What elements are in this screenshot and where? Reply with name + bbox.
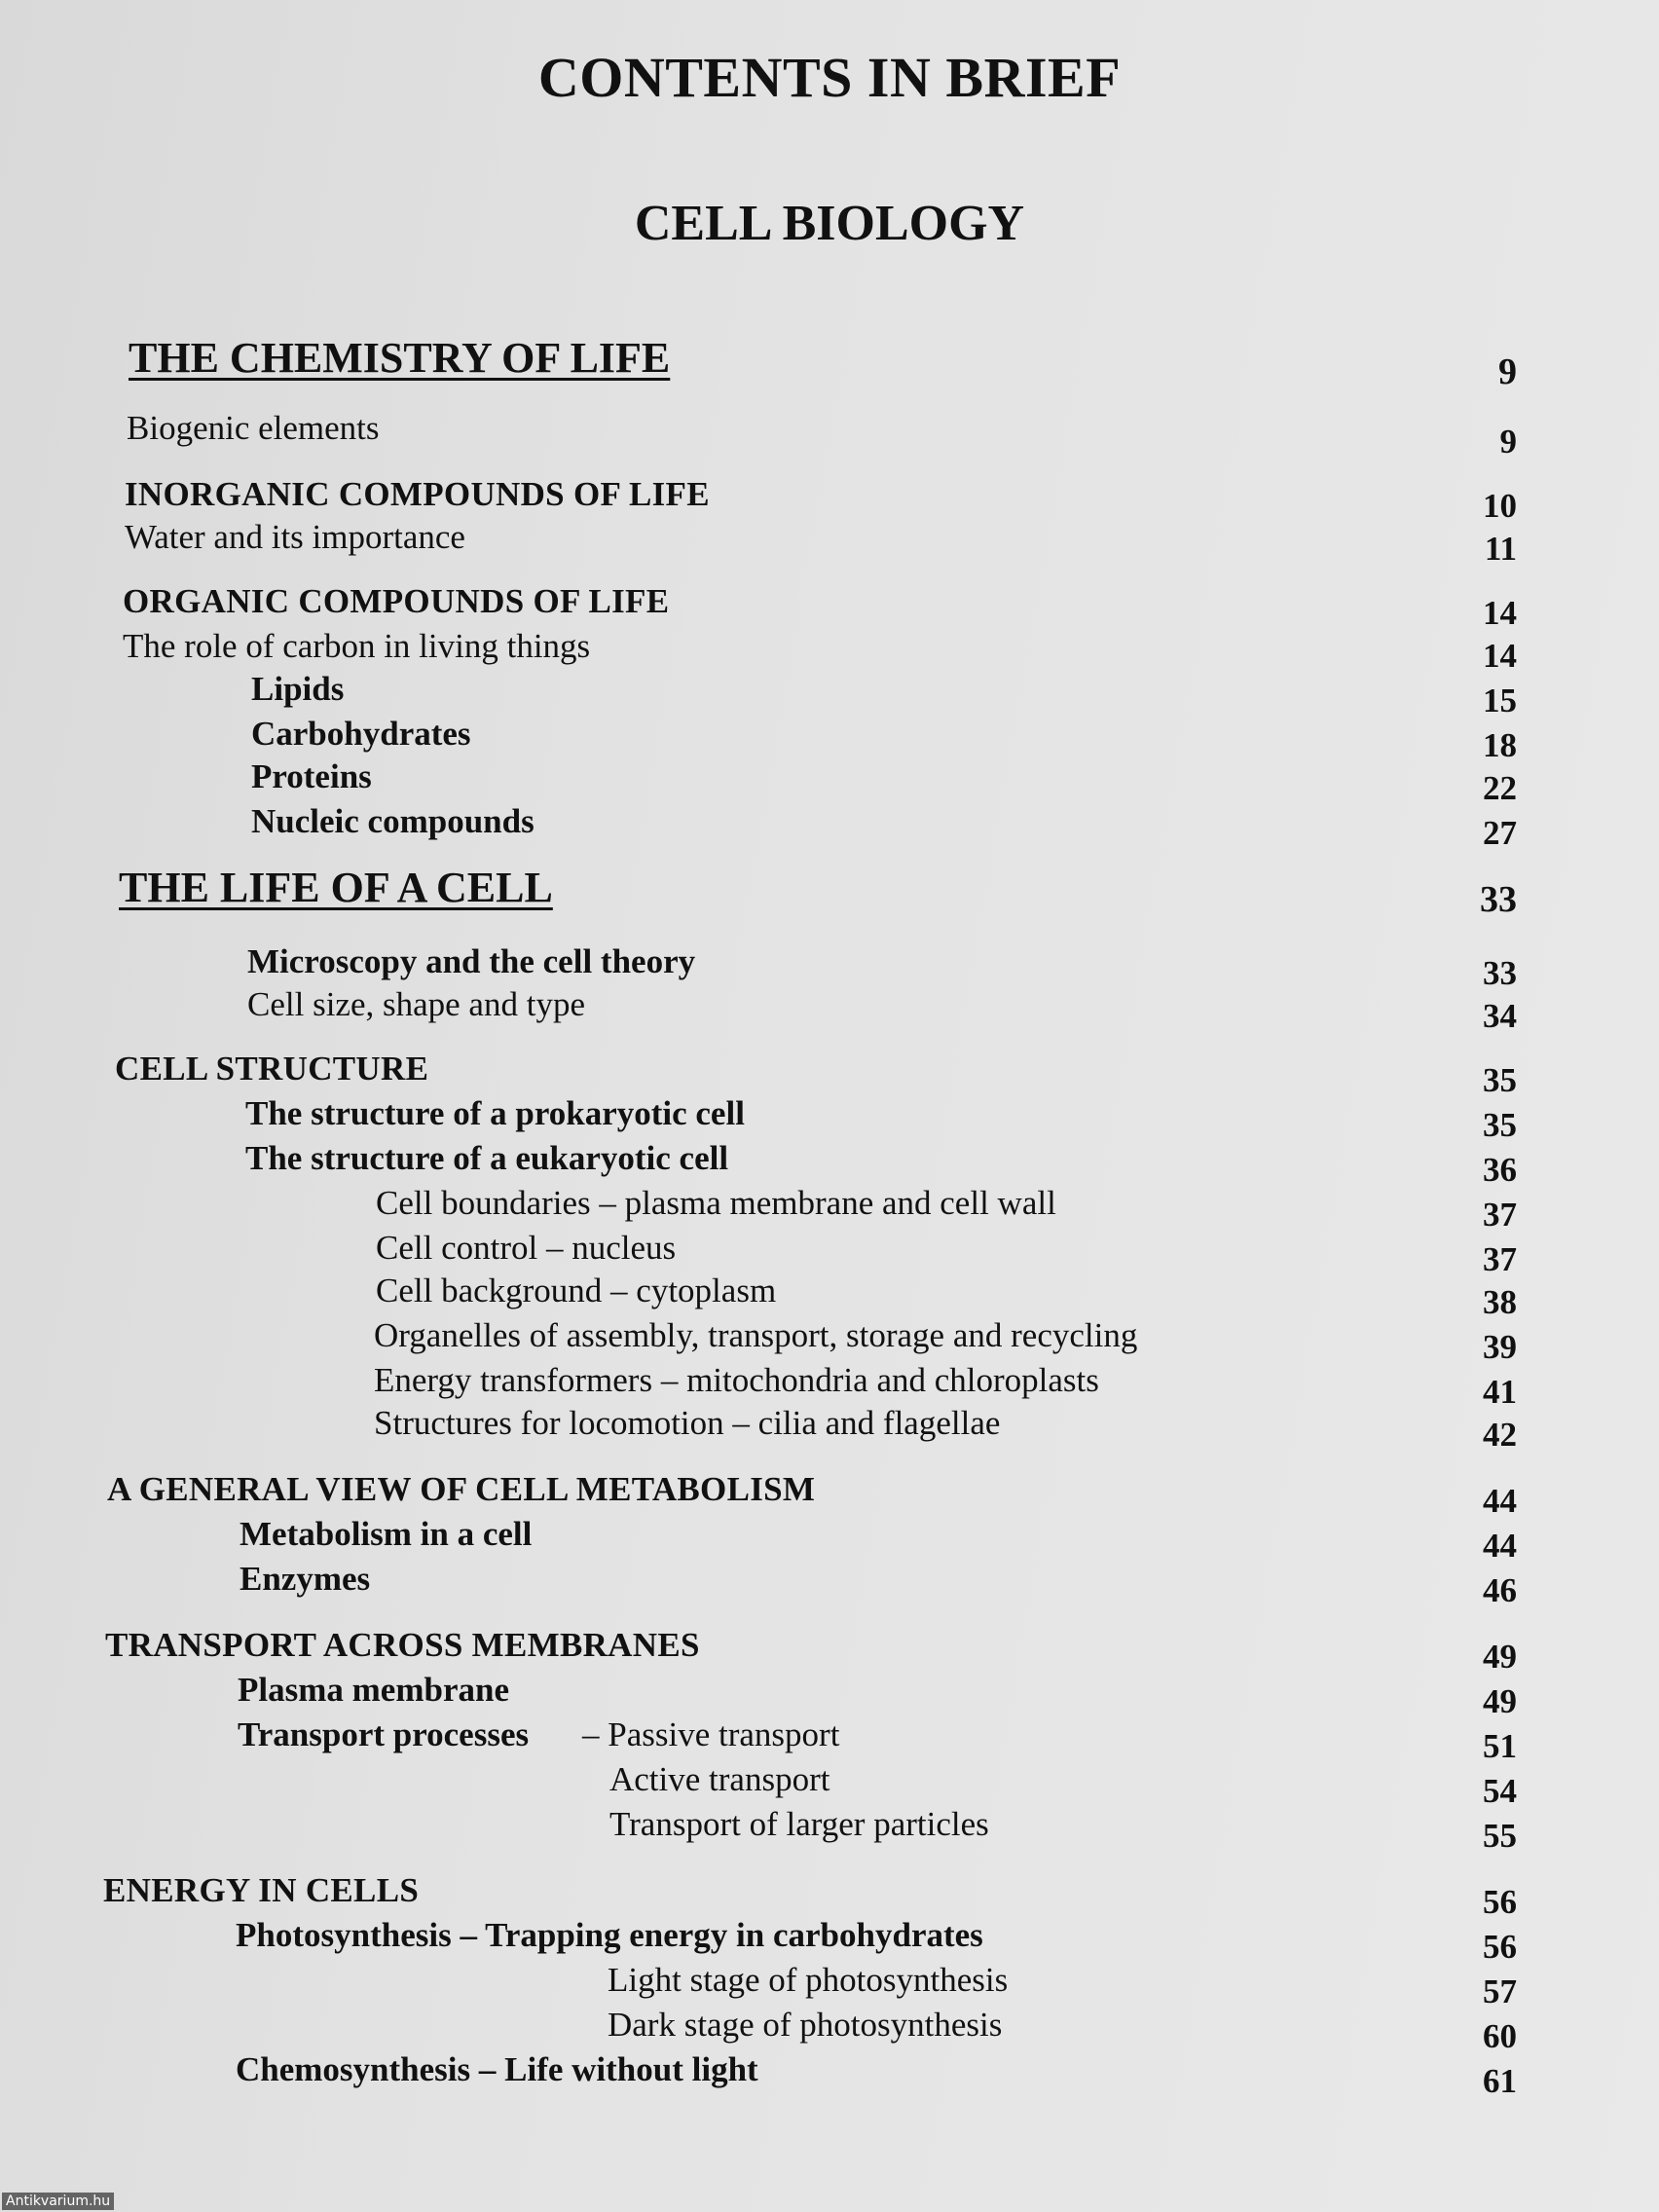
toc-entry — [0, 473, 1659, 525]
toc-entry-page: 11 — [1484, 530, 1517, 568]
toc-entry-title: Biogenic elements — [127, 409, 380, 447]
toc-entry-title: ORGANIC COMPOUNDS OF LIFE — [123, 582, 670, 620]
toc-entry — [0, 2048, 1659, 2100]
toc-entry — [0, 625, 1659, 674]
toc-entry-title: THE LIFE OF A CELL — [119, 864, 553, 911]
toc-entry-page: 9 — [1499, 423, 1517, 461]
toc-entry-title: Metabolism in a cell — [240, 1515, 533, 1553]
toc-entry-title: Photosynthesis – Trapping energy in carbohydrates — [236, 1916, 983, 1954]
toc-entry-page: 49 — [1483, 1682, 1517, 1720]
toc-entry-page: 56 — [1483, 1928, 1517, 1966]
toc-entry-page: 44 — [1483, 1482, 1517, 1520]
toc-entry-title: Chemosynthesis – Life without light — [236, 2050, 758, 2088]
toc-entry-title: Cell control – nucleus — [376, 1229, 677, 1267]
toc-entry-title: INORGANIC COMPOUNDS OF LIFE — [125, 475, 710, 513]
toc-entry — [0, 940, 1659, 992]
toc-entry-title: Microscopy and the cell theory — [247, 942, 696, 980]
toc-entry — [0, 1468, 1659, 1520]
toc-entry-page: 61 — [1483, 2062, 1517, 2100]
toc-entry — [0, 1669, 1659, 1720]
toc-entry-page: 22 — [1483, 769, 1517, 807]
toc-entry-page: 14 — [1483, 637, 1517, 675]
toc-entry-page: 18 — [1483, 726, 1517, 764]
toc-entry — [0, 756, 1659, 807]
toc-entry — [0, 1914, 1659, 1966]
toc-entry-page: 27 — [1483, 814, 1517, 852]
toc-entry — [0, 2004, 1659, 2055]
toc-entry-page: 38 — [1483, 1283, 1517, 1321]
toc-entry-title: CELL STRUCTURE — [115, 1050, 429, 1088]
toc-entry-title: Cell background – cytoplasm — [376, 1272, 777, 1309]
toc-entry — [0, 1869, 1659, 1921]
toc-entry-title: Structures for locomotion – cilia and flagellae — [374, 1404, 1001, 1442]
toc-entry — [0, 1092, 1659, 1144]
toc-entry-title: Carbohydrates — [251, 715, 471, 753]
toc-entry — [0, 800, 1659, 852]
toc-entry-page: 9 — [1498, 351, 1517, 392]
toc-entry-page: 56 — [1483, 1883, 1517, 1921]
toc-entry-page: 55 — [1483, 1817, 1517, 1855]
toc-entry-title: The role of carbon in living things — [123, 627, 591, 665]
page-title: CONTENTS IN BRIEF — [537, 46, 1122, 109]
toc-entry — [0, 334, 1659, 392]
toc-entry-title: Organelles of assembly, transport, storage and recycling — [374, 1316, 1138, 1354]
toc-entry-title: Water and its importance — [125, 518, 465, 556]
toc-entry-page: 36 — [1483, 1151, 1517, 1189]
toc-entry-page: 41 — [1483, 1373, 1517, 1411]
toc-entry-title: Transport processes — [238, 1715, 530, 1753]
toc-entry — [0, 668, 1659, 717]
watermark: Antikvarium.hu — [2, 2193, 114, 2210]
toc-entry — [0, 1959, 1659, 2008]
toc-entry-title: The structure of a prokaryotic cell — [245, 1094, 745, 1132]
toc-entry-title: Active transport — [609, 1760, 830, 1798]
toc-entry — [0, 1270, 1659, 1321]
toc-entry — [0, 407, 1659, 461]
toc-entry-page: 33 — [1483, 954, 1517, 992]
toc-entry-title: Lipids — [251, 670, 345, 708]
toc-entry — [0, 1758, 1659, 1810]
toc-entry — [0, 1314, 1659, 1366]
toc-entry — [0, 1137, 1659, 1189]
toc-entry-title: A GENERAL VIEW OF CELL METABOLISM — [107, 1470, 816, 1508]
toc-entry-title: Energy transformers – mitochondria and chloroplasts — [374, 1361, 1099, 1399]
toc-entry-page: 46 — [1483, 1571, 1517, 1609]
toc-entry-page: 35 — [1483, 1061, 1517, 1099]
toc-entry — [0, 1513, 1659, 1565]
toc-entry — [0, 580, 1659, 632]
toc-entry-title: THE CHEMISTRY OF LIFE — [129, 334, 671, 382]
toc-entry-page: 49 — [1483, 1638, 1517, 1676]
toc-entry — [0, 983, 1659, 1035]
toc-entry — [0, 1558, 1659, 1609]
toc-entry — [0, 1624, 1659, 1676]
toc-entry — [0, 1227, 1659, 1278]
toc-entry-page: 14 — [1483, 594, 1517, 632]
toc-entry-title: Proteins — [251, 757, 372, 795]
toc-entry — [0, 713, 1659, 764]
toc-entry-page: 54 — [1483, 1772, 1517, 1810]
toc-entry-page: 42 — [1483, 1416, 1517, 1454]
toc-entry-page: 60 — [1483, 2017, 1517, 2055]
toc-entry-title: Enzymes — [240, 1560, 371, 1598]
toc-entry-page: 51 — [1483, 1727, 1517, 1765]
toc-entry-title: Cell size, shape and type — [247, 985, 585, 1023]
toc-entry-page: 15 — [1483, 682, 1517, 719]
toc-entry-page: 44 — [1483, 1527, 1517, 1565]
toc-entry — [0, 1803, 1659, 1855]
toc-entry-page: 10 — [1483, 487, 1517, 525]
toc-entry-page: 37 — [1483, 1196, 1517, 1234]
toc-entry — [0, 1402, 1659, 1454]
toc-entry-title: TRANSPORT ACROSS MEMBRANES — [105, 1626, 700, 1664]
toc-entry — [0, 516, 1659, 568]
toc-entry-title: ENERGY IN CELLS — [103, 1871, 420, 1909]
toc-entry-page: 34 — [1483, 997, 1517, 1035]
toc-entry-title: Transport of larger particles — [609, 1805, 989, 1843]
toc-entry — [0, 864, 1659, 920]
toc-entry-title: Dark stage of photosynthesis — [608, 2006, 1003, 2044]
toc-entry — [0, 1048, 1659, 1099]
toc-entry-page: 33 — [1480, 879, 1517, 920]
toc-entry — [0, 1714, 1659, 1765]
toc-entry-page: 35 — [1483, 1106, 1517, 1144]
toc-entry-title: Cell boundaries – plasma membrane and cell wall — [376, 1184, 1056, 1222]
toc-entry-title: – Passive transport — [582, 1715, 840, 1753]
toc-entry-title: Light stage of photosynthesis — [608, 1961, 1009, 1999]
toc-entry — [0, 1182, 1659, 1234]
toc-entry-page: 39 — [1483, 1328, 1517, 1366]
toc-entry-title: The structure of a eukaryotic cell — [245, 1139, 729, 1177]
toc-entry-page: 57 — [1483, 1972, 1517, 2010]
toc-entry — [0, 1359, 1659, 1411]
page-subtitle: CELL BIOLOGY — [634, 196, 1025, 251]
toc-entry-title: Plasma membrane — [238, 1671, 509, 1709]
toc-entry-page: 37 — [1483, 1240, 1517, 1278]
toc-entry-title: Nucleic compounds — [251, 802, 535, 840]
